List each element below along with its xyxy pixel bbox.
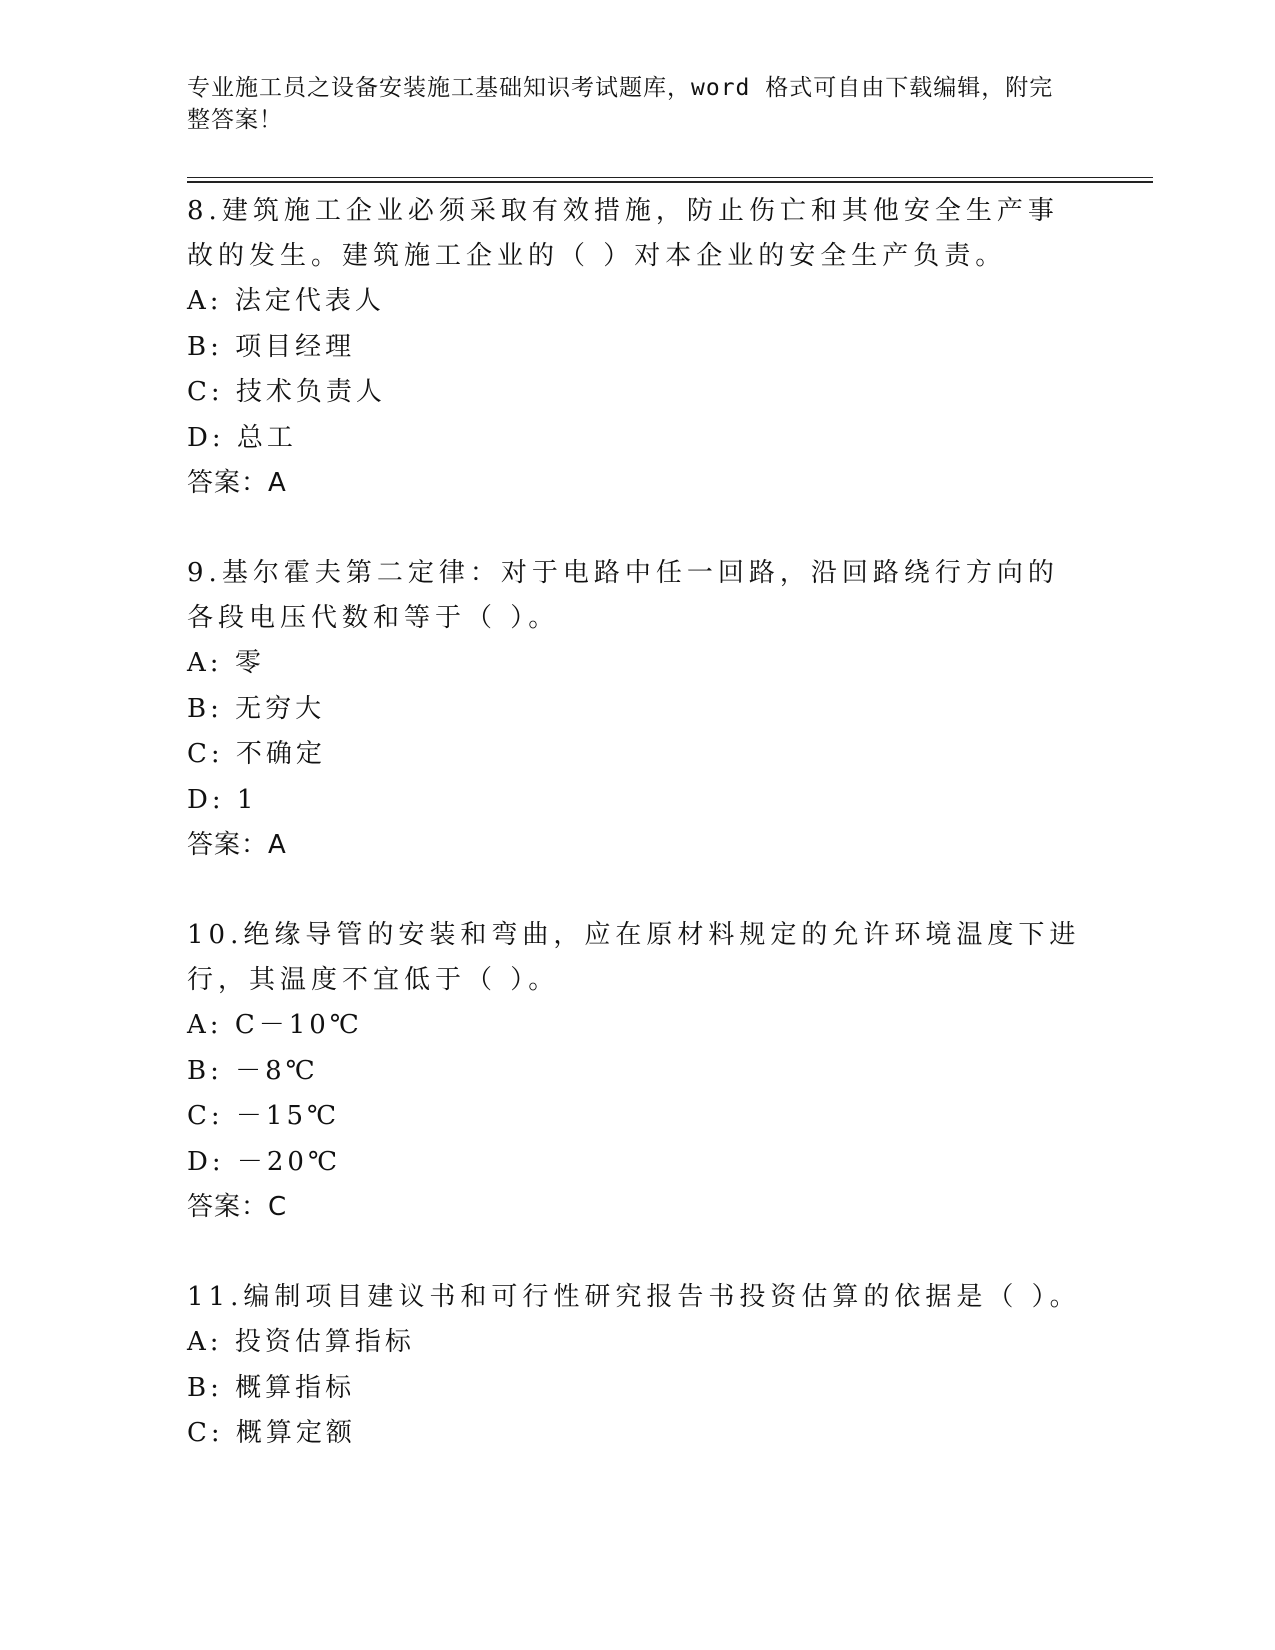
answer-line: 答案：C bbox=[187, 1192, 288, 1222]
question-number: 9. bbox=[187, 558, 222, 588]
option-a bbox=[187, 1320, 1087, 1366]
option-text: 1 bbox=[236, 784, 258, 815]
option-c bbox=[187, 1094, 1087, 1140]
option-b bbox=[187, 687, 1087, 733]
option-label: A: bbox=[187, 648, 223, 678]
option-label: C: bbox=[187, 739, 224, 769]
option-a bbox=[187, 1003, 1087, 1049]
option-text: －15℃ bbox=[235, 1101, 341, 1131]
option-text: 概算定额 bbox=[235, 1418, 356, 1448]
option-text: 概算指标 bbox=[235, 1372, 356, 1403]
question-text bbox=[187, 189, 1087, 279]
option-d bbox=[187, 1140, 1087, 1186]
option-text: 零 bbox=[234, 648, 265, 678]
option-b bbox=[187, 1049, 1087, 1095]
option-text: C－10℃ bbox=[234, 1010, 363, 1040]
option-label: A: bbox=[187, 286, 223, 316]
option-text: 法定代表人 bbox=[234, 286, 385, 316]
question-number: 8. bbox=[187, 196, 222, 226]
option-label: B: bbox=[187, 331, 223, 362]
question-stem: 建筑施工企业必须采取有效措施，防止伤亡和其他安全生产事故的发生。建筑施工企业的（ ）对本企业的安全生产负责。 bbox=[187, 196, 1059, 271]
option-label: B: bbox=[187, 1372, 223, 1403]
answer-line: 答案：A bbox=[187, 468, 287, 498]
option-text: 投资估算指标 bbox=[234, 1327, 415, 1357]
option-d bbox=[187, 778, 1087, 824]
option-text: －8℃ bbox=[235, 1055, 319, 1086]
option-a bbox=[187, 279, 1087, 325]
question-stem: 绝缘导管的安装和弯曲，应在原材料规定的允许环境温度下进行，其温度不宜低于（ ）。 bbox=[187, 920, 1081, 995]
header-divider-thin bbox=[187, 177, 1153, 178]
option-text: －20℃ bbox=[236, 1146, 342, 1177]
option-d bbox=[187, 416, 1087, 462]
option-text: 项目经理 bbox=[235, 331, 356, 362]
header-divider-thick bbox=[187, 181, 1153, 183]
option-label: C: bbox=[187, 1418, 224, 1448]
answer-line: 答案：A bbox=[187, 830, 287, 860]
question-text bbox=[187, 551, 1087, 641]
question-number: 11. bbox=[187, 1282, 244, 1312]
question-9 bbox=[187, 551, 1087, 868]
option-label: D: bbox=[187, 784, 225, 815]
option-label: B: bbox=[187, 1055, 223, 1086]
question-stem: 编制项目建议书和可行性研究报告书投资估算的依据是（ ）。 bbox=[243, 1282, 1081, 1312]
option-label: A: bbox=[187, 1327, 223, 1357]
option-text: 技术负责人 bbox=[235, 377, 386, 407]
option-label: B: bbox=[187, 693, 223, 724]
option-label: A: bbox=[187, 1010, 223, 1040]
option-label: C: bbox=[187, 377, 224, 407]
question-text bbox=[187, 1275, 1087, 1320]
option-label: D: bbox=[187, 422, 225, 453]
option-text: 总工 bbox=[236, 422, 297, 453]
option-c bbox=[187, 370, 1087, 416]
option-b bbox=[187, 1366, 1087, 1412]
question-number: 10. bbox=[187, 920, 244, 950]
document-header: 专业施工员之设备安装施工基础知识考试题库，word 格式可自由下载编辑，附完整答案！ bbox=[187, 75, 1054, 133]
option-c bbox=[187, 1411, 1087, 1457]
question-stem: 基尔霍夫第二定律：对于电路中任一回路，沿回路绕行方向的各段电压代数和等于（ ）。 bbox=[187, 558, 1059, 633]
option-b bbox=[187, 325, 1087, 371]
option-a bbox=[187, 641, 1087, 687]
option-c bbox=[187, 732, 1087, 778]
option-label: C: bbox=[187, 1101, 224, 1131]
question-8 bbox=[187, 189, 1087, 506]
option-text: 不确定 bbox=[235, 739, 326, 769]
option-label: D: bbox=[187, 1146, 225, 1177]
question-list bbox=[187, 189, 1087, 1502]
option-text: 无穷大 bbox=[235, 693, 326, 724]
question-text bbox=[187, 913, 1087, 1003]
question-11 bbox=[187, 1275, 1087, 1457]
question-10 bbox=[187, 913, 1087, 1230]
